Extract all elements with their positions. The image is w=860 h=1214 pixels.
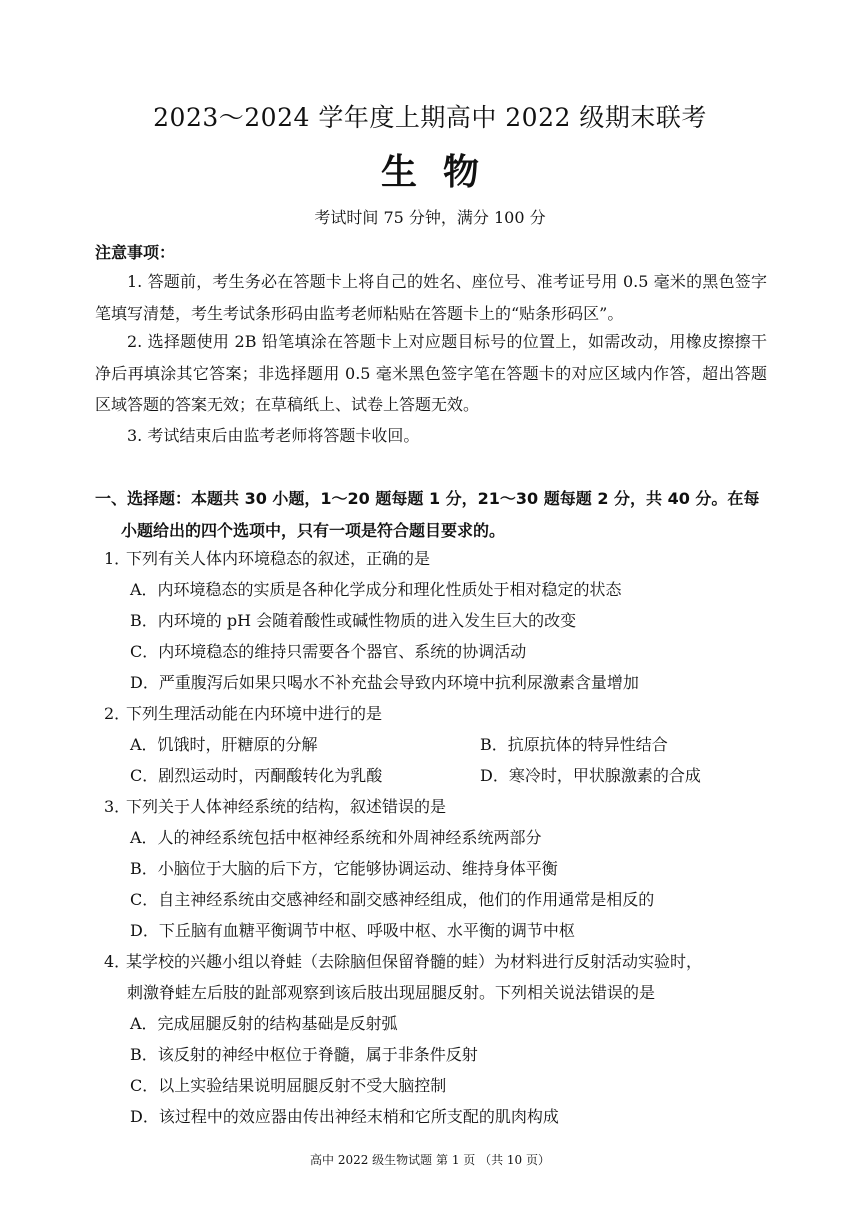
question-stem: 下列关于人体神经系统的结构，叙述错误的是	[126, 797, 447, 816]
exam-title: 2023～2024 学年度上期高中 2022 级期末联考	[153, 103, 707, 132]
question-1-option-c: C．内环境稳态的维持只需要各个器官、系统的协调活动	[130, 642, 527, 661]
question-3-option-c: C．自主神经系统由交感神经和副交感神经组成，他们的作用通常是相反的	[130, 890, 655, 909]
question-2	[104, 698, 768, 730]
question-4-option-a: A．完成屈腿反射的结构基础是反射弧	[130, 1014, 398, 1033]
question-4-option-b: B．该反射的神经中枢位于脊髓，属于非条件反射	[130, 1045, 478, 1064]
question-4-option-c: C．以上实验结果说明屈腿反射不受大脑控制	[130, 1076, 447, 1095]
page-footer: 高中 2022 级生物试题 第 1 页 （共 10 页）	[310, 1153, 550, 1167]
question-stem: 下列生理活动能在内环境中进行的是	[126, 704, 383, 723]
section-heading	[95, 483, 767, 546]
notice-item-3: 3. 考试结束后由监考老师将答题卡收回。	[127, 426, 420, 445]
question-stem: 某学校的兴趣小组以脊蛙（去除脑但保留脊髓的蛙）为材料进行反射活动实验时，	[126, 952, 703, 971]
exam-info: 考试时间 75 分钟，满分 100 分	[314, 208, 546, 227]
question-3	[104, 791, 768, 823]
question-2-option-c: C．剧烈运动时，丙酮酸转化为乳酸	[130, 766, 383, 785]
question-number: 3．	[104, 797, 131, 816]
question-3-option-b: B．小脑位于大脑的后下方，它能够协调运动、维持身体平衡	[130, 859, 558, 878]
question-number: 4．	[104, 952, 131, 971]
question-1-option-b: B．内环境的 pH 会随着酸性或碱性物质的进入发生巨大的改变	[130, 611, 577, 630]
question-2-option-d: D．寒冷时，甲状腺激素的合成	[480, 766, 701, 785]
question-2-option-a: A．饥饿时，肝糖原的分解	[130, 735, 318, 754]
section-heading-line-2: 小题给出的四个选项中，只有一项是符合题目要求的。	[121, 520, 506, 540]
question-4-option-d: D．该过程中的效应器由传出神经末梢和它所支配的肌肉构成	[130, 1107, 559, 1126]
question-3-option-a: A．人的神经系统包括中枢神经系统和外周神经系统两部分	[130, 828, 542, 847]
notice-heading: 注意事项：	[95, 243, 176, 262]
question-3-option-d: D．下丘脑有血糖平衡调节中枢、呼吸中枢、水平衡的调节中枢	[130, 921, 575, 940]
question-2-option-b: B．抗原抗体的特异性结合	[480, 735, 668, 754]
notice-item-2: 2. 选择题使用 2B 铅笔填涂在答题卡上对应题目标号的位置上，如需改动，用橡皮擦擦干净后再填涂其它答案；非选择题用 0.5 毫米黑色签字笔在答题卡的对应区域内作答，超出答题区域答题的答案无效；在草稿纸上、试卷上答题无效。	[95, 332, 767, 414]
section-heading-line-1: 一、选择题：本题共 30 小题，1～20 题每题 1 分，21～30 题每题 2 分，共 40 分。在每	[95, 489, 760, 508]
question-number: 2．	[104, 704, 131, 723]
question-4	[104, 946, 768, 978]
subject-title: 生物	[380, 152, 505, 193]
question-1	[104, 543, 768, 575]
question-1-option-a: A．内环境稳态的实质是各种化学成分和理化性质处于相对稳定的状态	[130, 580, 622, 599]
notice-item-1: 1. 答题前，考生务必在答题卡上将自己的姓名、座位号、准考证号用 0.5 毫米的黑色签字笔填写清楚，考生考试条形码由监考老师粘贴在答题卡上的“贴条形码区”。	[95, 272, 767, 323]
question-1-option-d: D．严重腹泻后如果只喝水不补充盐会导致内环境中抗利尿激素含量增加	[130, 673, 639, 692]
question-number: 1．	[104, 549, 131, 568]
question-stem: 下列有关人体内环境稳态的叙述，正确的是	[126, 549, 431, 568]
question-4-stem-continued: 刺激脊蛙左后肢的趾部观察到该后肢出现屈腿反射。下列相关说法错误的是	[127, 983, 656, 1002]
